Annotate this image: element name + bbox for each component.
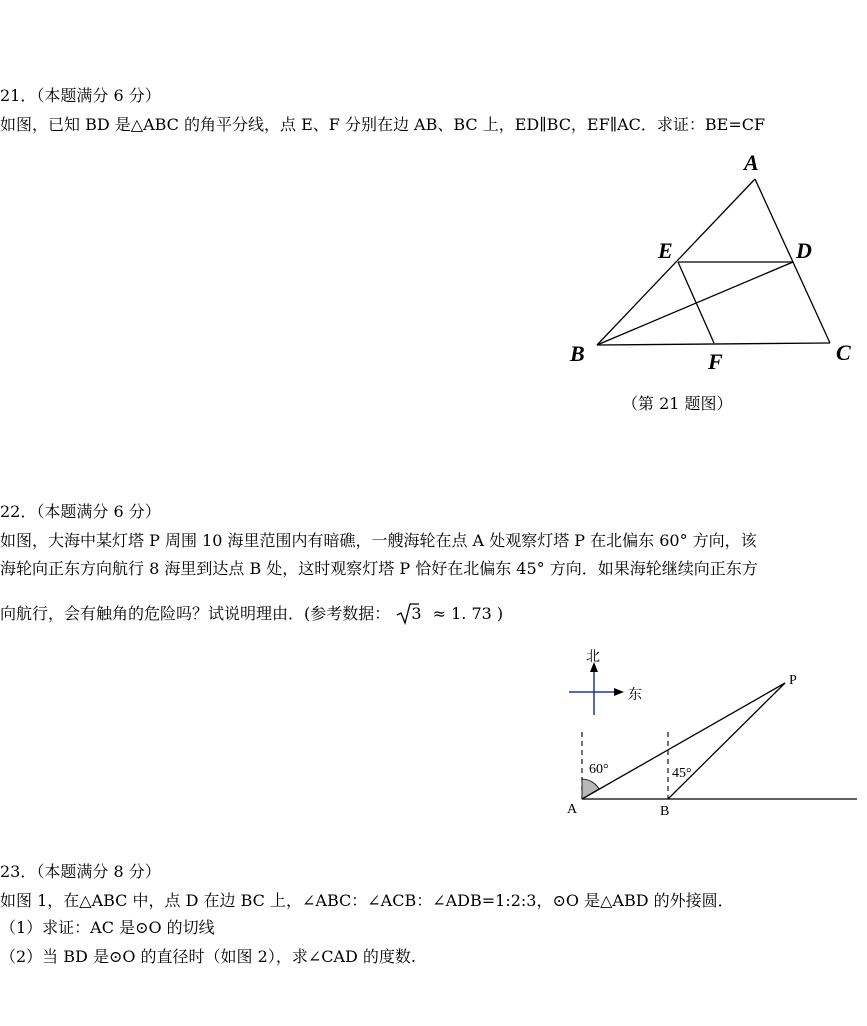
segment-ac <box>755 179 830 343</box>
problem-22-line-3-prefix: 向航行，会有触角的危险吗？试说明理由．(参考数据： <box>0 604 391 623</box>
problem-21-text: 如图，已知 BD 是△ABC 的角平分线，点 E、F 分别在边 AB、BC 上，ED∥BC，EF∥AC．求证：BE=CF <box>0 115 766 134</box>
figure-21-caption: （第 21 题图） <box>622 394 733 413</box>
angle-45-label: 45° <box>672 766 692 781</box>
problem-22-line-2: 海轮向正东方向航行 8 海里到达点 B 处，这时观察灯塔 P 恰好在北偏东 45° 方向．如果海轮继续向正东方 <box>0 559 758 578</box>
point-a-label: A <box>744 150 759 175</box>
sqrt-radicand: 3 <box>411 604 422 623</box>
problem-23-header: 23．（本题满分 8 分） <box>0 862 161 881</box>
figure-22-lighthouse <box>560 642 862 822</box>
point-c-label: C <box>836 340 851 365</box>
segment-bd <box>597 262 793 345</box>
problem-23-text: 如图 1，在△ABC 中，点 D 在边 BC 上，∠ABC：∠ACB：∠ADB=1:2:3，⊙O 是△ABD 的外接圆． <box>0 891 734 910</box>
figure-21-triangle <box>560 148 860 380</box>
point-b-label: B <box>570 341 585 366</box>
point-d-label: D <box>796 238 812 263</box>
problem-22-line-3 <box>0 601 503 625</box>
segment-bc <box>597 343 830 345</box>
problem-22-header: 22．（本题满分 6 分） <box>0 502 161 521</box>
east-label: 东 <box>628 688 642 703</box>
point-a-label: A <box>567 802 578 817</box>
angle-60-label: 60° <box>589 762 609 777</box>
sqrt-3-expression <box>395 601 421 625</box>
north-label: 北 <box>586 650 600 665</box>
segment-ef <box>678 262 714 343</box>
segment-bp <box>668 683 785 799</box>
point-e-label: E <box>658 238 673 263</box>
angle-60-marker <box>582 779 599 799</box>
problem-23-part-1: （1）求证：AC 是⊙O 的切线 <box>0 918 215 937</box>
problem-23-part-2: （2）当 BD 是⊙O 的直径时（如图 2），求∠CAD 的度数. <box>0 947 417 966</box>
problem-21-header: 21．（本题满分 6 分） <box>0 86 161 105</box>
point-f-label: F <box>708 349 723 374</box>
point-b-label: B <box>660 804 670 819</box>
point-p-label: P <box>789 673 797 688</box>
east-arrow-icon <box>614 688 624 696</box>
problem-22-line-1: 如图，大海中某灯塔 P 周围 10 海里范围内有暗礁，一艘海轮在点 A 处观察灯塔 P 在北偏东 60° 方向，该 <box>0 531 757 550</box>
problem-22-line-3-suffix: ≈ 1. 73 ) <box>432 604 504 623</box>
segment-ap <box>582 683 785 799</box>
